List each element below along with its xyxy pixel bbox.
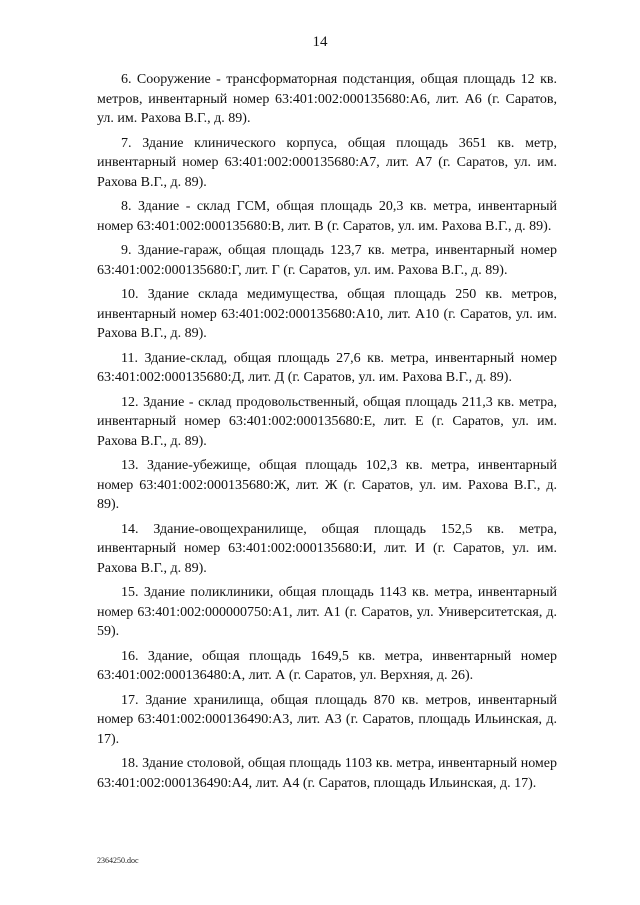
paragraph-item-14: 14. Здание-овощехранилище, общая площадь 152,5 кв. метра, инвентарный номер 63:401:002:000135680:И, лит. И (г. Саратов, ул. им. Рахова В.Г., д. 89). — [97, 521, 557, 576]
paragraph-item-12: 12. Здание - склад продовольственный, общая площадь 211,3 кв. метра, инвентарный номер 63:401:002:000135680:Е, лит. Е (г. Саратов, ул. им. Рахова В.Г., д. 89). — [97, 394, 557, 449]
paragraph-item-11: 11. Здание-склад, общая площадь 27,6 кв. метра, инвентарный номер 63:401:002:000135680:Д, лит. Д (г. Саратов, ул. им. Рахова В.Г., д. 89). — [97, 350, 557, 385]
page-number: 14 — [312, 34, 328, 50]
paragraph-item-15: 15. Здание поликлиники, общая площадь 1143 кв. метра, инвентарный номер 63:401:002:000000750:А1, лит. А1 (г. Саратов, ул. Университетская, д. 59). — [97, 585, 557, 639]
footer-filename: 2364250.doc — [97, 856, 139, 865]
paragraph-item-16: 16. Здание, общая площадь 1649,5 кв. метра, инвентарный номер 63:401:002:000136480:А, лит. А (г. Саратов, ул. Верхняя, д. 26). — [97, 648, 557, 683]
document-body — [97, 70, 557, 798]
paragraph-item-9: 9. Здание-гараж, общая площадь 123,7 кв. метра, инвентарный номер 63:401:002:000135680:Г, лит. Г (г. Саратов, ул. им. Рахова В.Г., д. 89). — [97, 243, 557, 278]
paragraph-item-7: 7. Здание клинического корпуса, общая площадь 3651 кв. метр, инвентарный номер 63:401:002:000135680:А7, лит. А7 (г. Саратов, ул. им. Рахова В.Г., д. 89). — [97, 135, 557, 190]
paragraph-item-6: 6. Сооружение - трансформаторная подстанция, общая площадь 12 кв. метров, инвентарный номер 63:401:002:000135680:А6, лит. А6 (г. Саратов, ул. им. Рахова В.Г., д. 89). — [97, 72, 557, 126]
paragraph-item-17: 17. Здание хранилища, общая площадь 870 кв. метров, инвентарный номер 63:401:002:000136490:А3, лит. А3 (г. Саратов, площадь Ильинская, д. 17). — [97, 692, 557, 747]
paragraph-item-8: 8. Здание - склад ГСМ, общая площадь 20,3 кв. метра, инвентарный номер 63:401:002:000135680:В, лит. В (г. Саратов, ул. им. Рахова В.Г., д. 89). — [97, 199, 557, 234]
paragraph-item-18: 18. Здание столовой, общая площадь 1103 кв. метра, инвентарный номер 63:401:002:000136490:А4, лит. А4 (г. Саратов, площадь Ильинская, д. 17). — [97, 756, 557, 791]
paragraph-item-10: 10. Здание склада медимущества, общая площадь 250 кв. метров, инвентарный номер 63:401:002:000135680:А10, лит. А10 (г. Саратов, ул. им. Рахова В.Г., д. 89). — [97, 287, 557, 341]
paragraph-item-13: 13. Здание-убежище, общая площадь 102,3 кв. метра, инвентарный номер 63:401:002:000135680:Ж, лит. Ж (г. Саратов, ул. им. Рахова В.Г., д. 89). — [97, 458, 557, 512]
